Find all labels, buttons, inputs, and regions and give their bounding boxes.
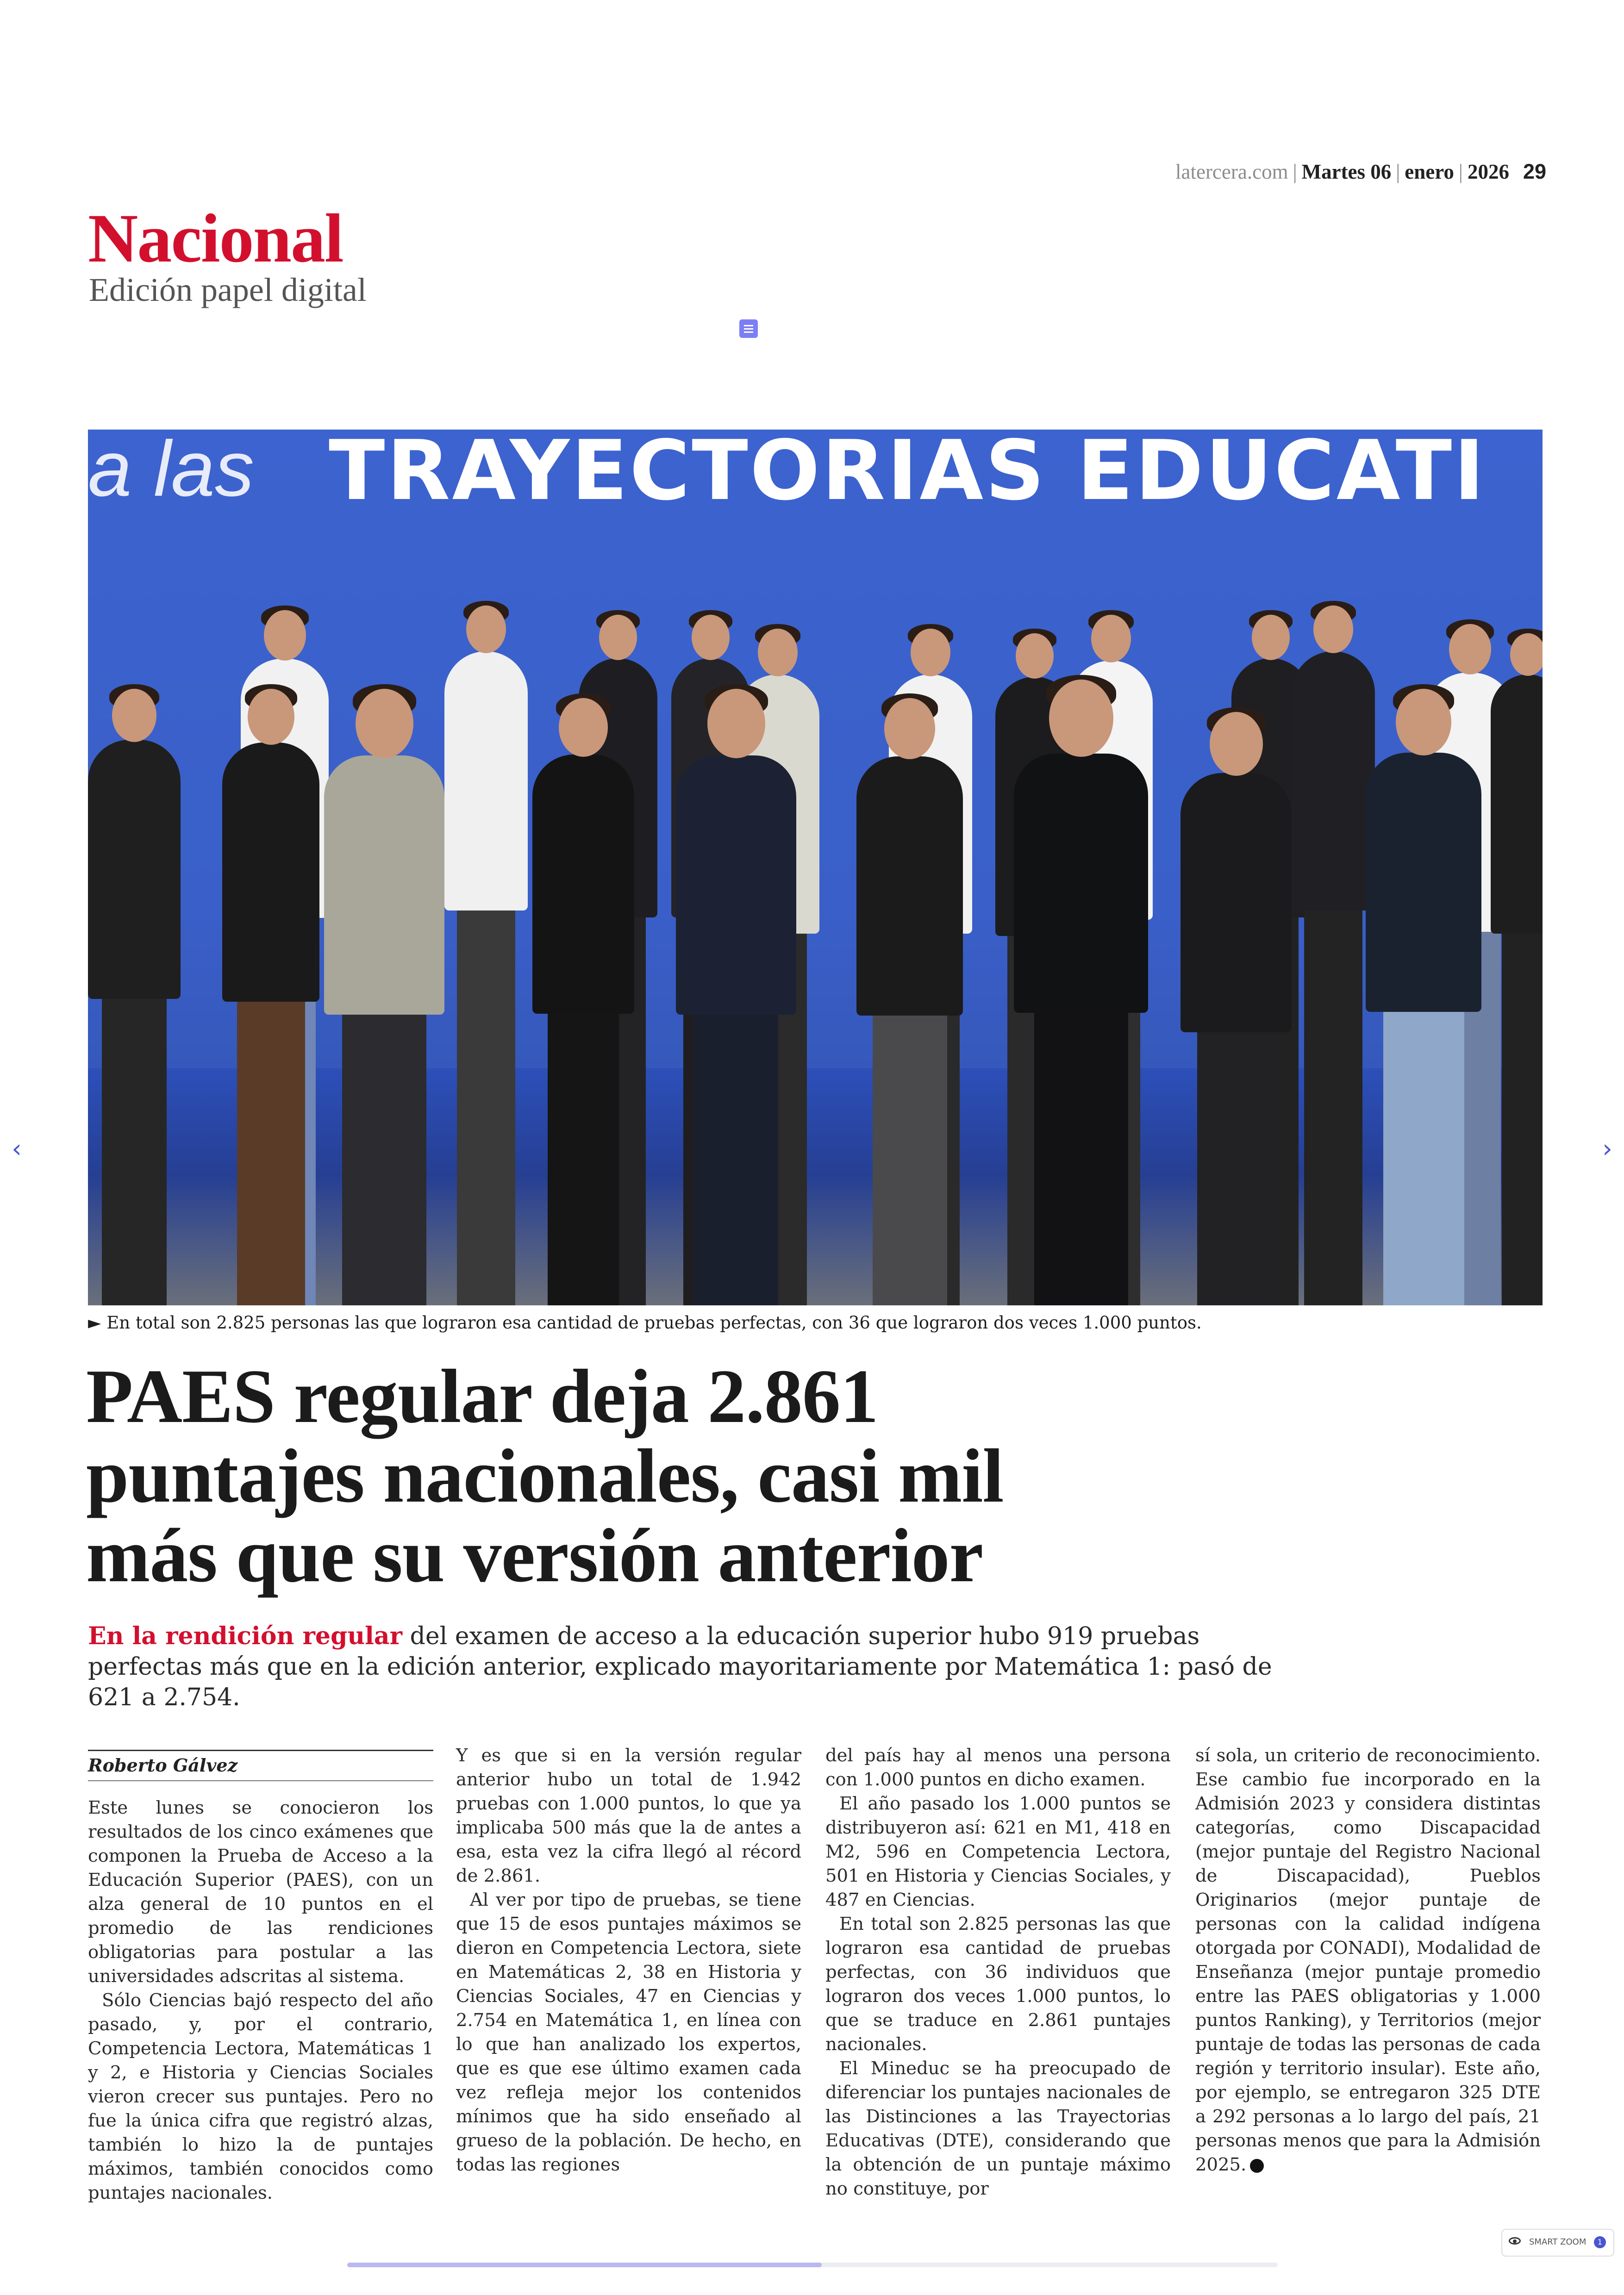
photo-person — [676, 689, 796, 1305]
person-torso — [222, 742, 319, 1002]
person-head — [264, 610, 306, 661]
photo-person — [444, 605, 528, 1305]
body-paragraph: En total son 2.825 personas las que lograron esa cantidad de pruebas perfectas, con 36 individuos que lograron dos veces 1.000 puntos, lo que se traduce en 2.861 puntajes nacionales. — [825, 1914, 1171, 2055]
person-head — [1396, 689, 1451, 755]
smart-zoom-badge: 1 — [1594, 2236, 1606, 2248]
headline-line: más que su versión anterior — [86, 1513, 983, 1598]
person-head — [466, 605, 506, 653]
person-head — [1091, 615, 1131, 662]
issue-year: 2026 — [1467, 160, 1509, 183]
article-photo — [88, 430, 1543, 1305]
body-paragraph: El Mineduc se ha preocupado de diferenciar los puntajes nacionales de las Distinciones a las Trayectorias Educativas (DTE), considerando que la obtención de un puntaje máximo no constituye, por — [825, 2058, 1171, 2199]
deck-text: del examen de acceso a la educación superior hubo 919 pruebas perfectas más que en la edición anterior, explicado mayoritariamente por Matemática 1: pasó de 621 a 2.754. — [88, 1622, 1272, 1711]
headline-line: puntajes nacionales, casi mil — [86, 1433, 1004, 1518]
photo-person — [532, 698, 634, 1305]
person-head — [911, 629, 950, 676]
person-torso — [1181, 773, 1292, 1032]
person-torso — [88, 740, 181, 999]
notes-icon[interactable] — [739, 319, 758, 338]
person-head — [1016, 633, 1054, 679]
body-paragraph: del país hay al menos una persona con 1.000 puntos en dicho examen. — [825, 1745, 1171, 1790]
issue-month: enero — [1405, 160, 1454, 183]
body-column-2 — [456, 1744, 801, 2177]
body-column-4 — [1195, 1744, 1541, 2177]
person-head — [112, 689, 156, 742]
person-torso — [1292, 651, 1375, 911]
person-legs — [102, 990, 167, 1305]
page-folio: latercera.com | Martes 06 | enero | 2026 29 — [1175, 160, 1546, 183]
person-legs — [1197, 1023, 1275, 1305]
person-head — [1049, 680, 1113, 757]
body-column-1 — [88, 1796, 433, 2205]
person-torso — [324, 755, 444, 1015]
person-torso — [1491, 674, 1543, 934]
person-head — [1252, 615, 1290, 660]
body-column-3 — [825, 1744, 1171, 2201]
photo-backdrop-banner — [88, 430, 1543, 522]
photo-caption — [88, 1313, 1543, 1333]
person-torso — [1014, 754, 1148, 1013]
person-head — [758, 629, 798, 676]
banner-light-text: a las — [88, 430, 255, 513]
next-page-icon[interactable]: › — [1602, 1134, 1612, 1163]
body-paragraph: Sólo Ciencias bajó respecto del año pasado, y, por el contrario, Competencia Lectora, Matemáticas 1 y 2, e Historia y Ciencias Sociales vieron crecer sus puntajes. Pero no fue la única cifra que registró alzas, también lo hizo la de puntajes máximos, también conocidos como puntajes nacionales. — [88, 1990, 433, 2203]
person-head — [1510, 633, 1543, 676]
article-deck — [88, 1621, 1282, 1713]
person-head — [559, 698, 608, 757]
person-head — [248, 689, 294, 745]
photo-person — [1181, 712, 1292, 1305]
edition-subtitle: Edición papel digital — [89, 271, 367, 308]
body-paragraph: Este lunes se conocieron los resultados de los cinco exámenes que componen la Prueba de Acceso a la Educación Superior (PAES), con un alza general de 10 puntos en el promedio de las rendiciones obligatorias para postular a las universidades adscritas al sistema. — [88, 1797, 433, 1987]
person-legs — [548, 1004, 619, 1305]
person-torso — [676, 755, 796, 1015]
reading-progress-fill — [347, 2263, 822, 2267]
person-legs — [1383, 1003, 1464, 1305]
site-name: latercera.com — [1175, 160, 1288, 183]
photo-person — [324, 689, 444, 1305]
body-paragraph — [1195, 1744, 1541, 2177]
issue-day: Martes 06 — [1301, 160, 1392, 183]
person-legs — [1502, 924, 1543, 1305]
caption-text: En total son 2.825 personas las que lograron esa cantidad de pruebas perfectas, con 36 que lograron dos veces 1.000 puntos. — [106, 1313, 1202, 1333]
caption-arrow-icon: ► — [88, 1313, 101, 1333]
person-head — [884, 698, 935, 759]
body-paragraph: Y es que si en la versión regular anterior hubo un total de 1.942 pruebas con 1.000 puntos, lo que ya implicaba 500 más que la de antes a esa, esta vez la cifra llegó al récord de 2.861. — [456, 1745, 801, 1886]
person-head — [1449, 624, 1491, 674]
banner-bold-text: TRAYECTORIAS EDUCATI — [329, 430, 1487, 518]
photo-person — [1366, 689, 1481, 1305]
person-head — [1313, 605, 1353, 653]
deck-kicker: En la rendición regular — [88, 1622, 402, 1650]
article-headline — [86, 1353, 1336, 1598]
person-legs — [237, 992, 305, 1305]
section-title: Nacional — [88, 200, 343, 277]
person-legs — [457, 901, 515, 1305]
person-legs — [342, 1005, 426, 1305]
person-head — [1210, 712, 1263, 776]
photo-person — [1491, 633, 1543, 1305]
body-paragraph: El año pasado los 1.000 puntos se distribuyeron así: 621 en M1, 418 en M2, 596 en Competencia Lectora, 501 en Historia y Ciencias Sociales, y 487 en Ciencias. — [825, 1793, 1171, 1910]
person-head — [599, 615, 637, 660]
smart-zoom-button[interactable] — [1501, 2229, 1614, 2257]
smart-zoom-label: SMART ZOOM — [1529, 2237, 1587, 2247]
photo-person — [222, 689, 319, 1305]
person-head — [692, 615, 730, 660]
previous-page-icon[interactable]: ‹ — [12, 1134, 22, 1163]
photo-person — [1292, 605, 1375, 1305]
person-legs — [1034, 1004, 1128, 1305]
body-paragraph: Al ver por tipo de pruebas, se tiene que 15 de esos puntajes máximos se dieron en Competencia Lectora, siete en Matemáticas 2, 38 en Historia y Ciencias Sociales, 47 en Ciencias y 2.754 en Matemática 1, en línea con lo que han analizado los expertos, que es que ese último examen cada vez refleja mejor los contenidos mínimos que ha sido enseñado al grueso de la población. De hecho, en todas las regiones — [456, 1890, 801, 2175]
person-legs — [1304, 901, 1362, 1305]
person-legs — [873, 1007, 947, 1305]
person-torso — [444, 651, 528, 911]
person-torso — [1366, 753, 1481, 1012]
headline-line: PAES regular deja 2.861 — [86, 1353, 878, 1439]
end-of-article-icon — [1250, 2159, 1264, 2173]
eye-icon — [1509, 2237, 1521, 2245]
photo-person — [1014, 680, 1148, 1305]
body-paragraph-text: sí sola, un criterio de reconocimiento. Ese cambio fue incorporado en la Admisión 2023 y considera distintas categorías, como Discapacidad (mejor puntaje del Registro Nacional de Discapacidad), Pueblos Originarios (mejor puntaje de personas con la calidad indígena otorgada por CONADI), Modalidad de Enseñanza (mejor puntaje promedio entre las PAES obligatorias y 1.000 puntos Ranking), y Territorios (mejor puntaje de todas las personas de cada región y territorio insular). Este año, por ejemplo, se entregaron 325 DTE a 292 personas a lo largo del país, 21 personas menos que para la Admisión 2025. — [1195, 1745, 1541, 2175]
person-head — [707, 689, 765, 758]
person-head — [356, 689, 413, 758]
person-legs — [694, 1005, 778, 1305]
page-number: 29 — [1523, 160, 1546, 183]
photo-person — [88, 689, 181, 1305]
person-torso — [532, 755, 634, 1014]
photo-person — [856, 698, 963, 1305]
person-torso — [856, 756, 963, 1016]
byline: Roberto Gálvez — [88, 1750, 433, 1781]
